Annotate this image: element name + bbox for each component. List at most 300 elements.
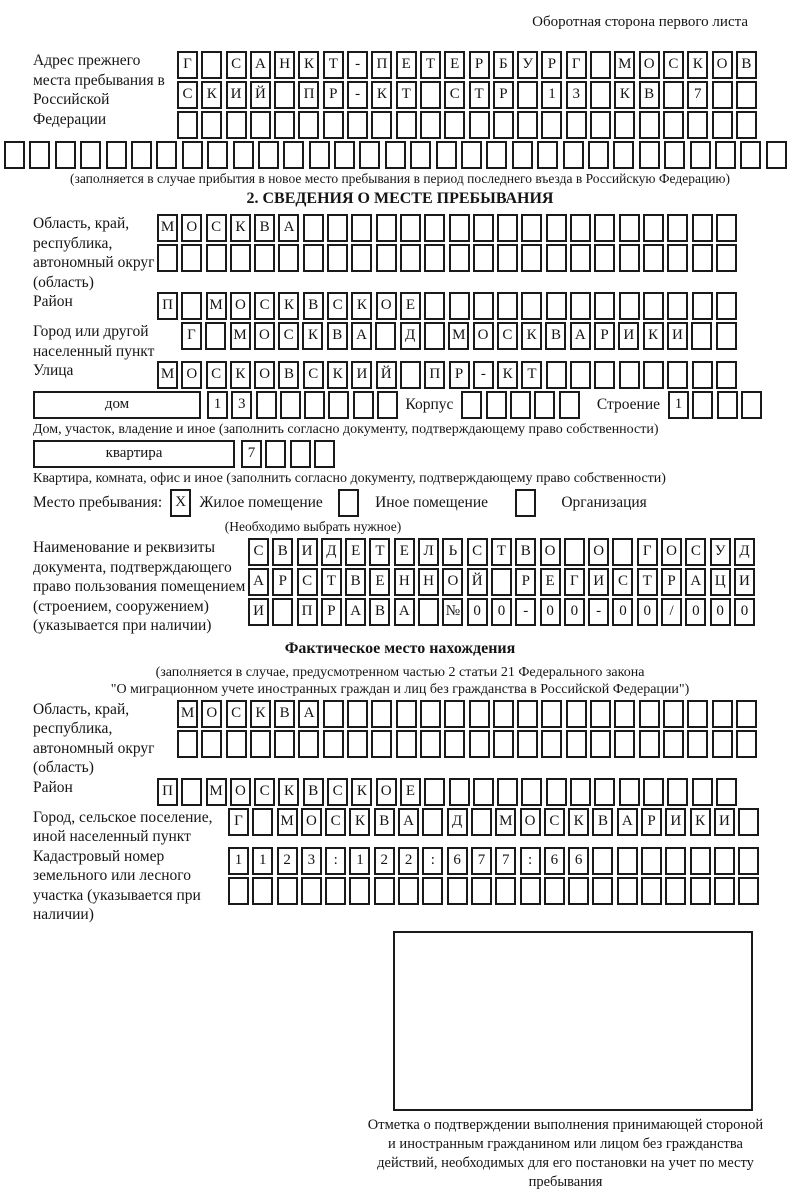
char-cell[interactable] <box>327 214 348 242</box>
char-cell[interactable] <box>712 81 733 109</box>
char-cell[interactable] <box>736 81 757 109</box>
char-cell[interactable] <box>641 877 662 905</box>
char-cell[interactable] <box>521 292 542 320</box>
char-cell[interactable] <box>377 391 398 419</box>
char-cell[interactable] <box>716 778 737 806</box>
char-cell[interactable] <box>444 111 465 139</box>
char-cell[interactable] <box>177 730 198 758</box>
char-cell[interactable]: К <box>201 81 222 109</box>
char-cell[interactable]: 0 <box>685 598 706 626</box>
char-cell[interactable] <box>256 391 277 419</box>
stay-type-checkbox-residential[interactable]: X <box>170 489 191 517</box>
char-cell[interactable]: С <box>226 51 247 79</box>
char-cell[interactable]: К <box>327 361 348 389</box>
char-cell[interactable] <box>541 730 562 758</box>
char-cell[interactable] <box>277 877 298 905</box>
char-cell[interactable] <box>639 700 660 728</box>
char-cell[interactable]: М <box>277 808 298 836</box>
char-cell[interactable] <box>741 391 762 419</box>
char-cell[interactable] <box>486 391 507 419</box>
char-cell[interactable] <box>517 81 538 109</box>
char-cell[interactable]: П <box>371 51 392 79</box>
char-cell[interactable]: Е <box>396 51 417 79</box>
char-cell[interactable]: С <box>206 361 227 389</box>
char-cell[interactable] <box>106 141 127 169</box>
char-cell[interactable]: Т <box>369 538 390 566</box>
char-cell[interactable]: С <box>325 808 346 836</box>
char-cell[interactable]: 7 <box>687 81 708 109</box>
char-cell[interactable] <box>643 361 664 389</box>
char-cell[interactable]: К <box>687 51 708 79</box>
char-cell[interactable] <box>228 877 249 905</box>
char-cell[interactable]: Р <box>323 81 344 109</box>
char-cell[interactable]: 0 <box>467 598 488 626</box>
char-cell[interactable] <box>667 214 688 242</box>
char-cell[interactable]: А <box>570 322 591 350</box>
char-cell[interactable]: Р <box>449 361 470 389</box>
char-cell[interactable] <box>738 847 759 875</box>
char-cell[interactable]: О <box>254 361 275 389</box>
char-cell[interactable]: Д <box>400 322 421 350</box>
char-cell[interactable]: / <box>661 598 682 626</box>
char-cell[interactable] <box>420 81 441 109</box>
char-cell[interactable] <box>594 244 615 272</box>
char-cell[interactable] <box>690 141 711 169</box>
char-cell[interactable]: А <box>345 598 366 626</box>
char-cell[interactable]: К <box>250 700 271 728</box>
char-cell[interactable] <box>469 700 490 728</box>
char-cell[interactable] <box>546 214 567 242</box>
char-cell[interactable] <box>298 730 319 758</box>
char-cell[interactable] <box>226 730 247 758</box>
char-cell[interactable] <box>663 81 684 109</box>
char-cell[interactable]: 3 <box>301 847 322 875</box>
char-cell[interactable] <box>80 141 101 169</box>
char-cell[interactable] <box>639 730 660 758</box>
char-cell[interactable] <box>131 141 152 169</box>
char-cell[interactable]: П <box>298 81 319 109</box>
char-cell[interactable] <box>667 292 688 320</box>
char-cell[interactable] <box>497 244 518 272</box>
char-cell[interactable]: - <box>515 598 536 626</box>
char-cell[interactable] <box>323 111 344 139</box>
char-cell[interactable] <box>182 141 203 169</box>
char-cell[interactable]: К <box>521 322 542 350</box>
char-cell[interactable] <box>486 141 507 169</box>
char-cell[interactable]: - <box>473 361 494 389</box>
char-cell[interactable] <box>517 730 538 758</box>
char-cell[interactable]: Р <box>469 51 490 79</box>
char-cell[interactable]: К <box>351 778 372 806</box>
char-cell[interactable] <box>473 244 494 272</box>
char-cell[interactable] <box>594 778 615 806</box>
char-cell[interactable] <box>471 877 492 905</box>
char-cell[interactable] <box>351 244 372 272</box>
char-cell[interactable]: Б <box>493 51 514 79</box>
char-cell[interactable] <box>715 141 736 169</box>
char-cell[interactable]: А <box>351 322 372 350</box>
char-cell[interactable] <box>617 877 638 905</box>
char-cell[interactable] <box>590 700 611 728</box>
char-cell[interactable] <box>436 141 457 169</box>
char-cell[interactable] <box>444 730 465 758</box>
char-cell[interactable]: С <box>685 538 706 566</box>
char-cell[interactable] <box>290 440 311 468</box>
char-cell[interactable]: Л <box>418 538 439 566</box>
char-cell[interactable]: П <box>157 292 178 320</box>
char-cell[interactable]: Т <box>637 568 658 596</box>
char-cell[interactable] <box>588 141 609 169</box>
char-cell[interactable] <box>714 847 735 875</box>
char-cell[interactable]: О <box>181 214 202 242</box>
char-cell[interactable] <box>570 361 591 389</box>
char-cell[interactable] <box>206 244 227 272</box>
char-cell[interactable]: Е <box>400 778 421 806</box>
char-cell[interactable] <box>250 730 271 758</box>
char-cell[interactable] <box>692 391 713 419</box>
char-cell[interactable]: 1 <box>252 847 273 875</box>
char-cell[interactable] <box>664 141 685 169</box>
char-cell[interactable]: Р <box>541 51 562 79</box>
char-cell[interactable] <box>473 778 494 806</box>
char-cell[interactable] <box>447 877 468 905</box>
char-cell[interactable] <box>493 730 514 758</box>
char-cell[interactable] <box>493 700 514 728</box>
char-cell[interactable] <box>736 700 757 728</box>
char-cell[interactable]: Р <box>515 568 536 596</box>
char-cell[interactable] <box>559 391 580 419</box>
char-cell[interactable]: : <box>520 847 541 875</box>
char-cell[interactable] <box>449 778 470 806</box>
char-cell[interactable] <box>639 141 660 169</box>
char-cell[interactable] <box>643 214 664 242</box>
char-cell[interactable]: М <box>177 700 198 728</box>
char-cell[interactable] <box>473 292 494 320</box>
char-cell[interactable]: Т <box>469 81 490 109</box>
char-cell[interactable]: 2 <box>398 847 419 875</box>
char-cell[interactable]: А <box>685 568 706 596</box>
char-cell[interactable]: С <box>177 81 198 109</box>
char-cell[interactable] <box>738 877 759 905</box>
char-cell[interactable] <box>663 111 684 139</box>
char-cell[interactable]: А <box>617 808 638 836</box>
char-cell[interactable]: С <box>254 778 275 806</box>
char-cell[interactable]: И <box>248 598 269 626</box>
char-cell[interactable] <box>663 700 684 728</box>
char-cell[interactable]: В <box>374 808 395 836</box>
char-cell[interactable]: О <box>520 808 541 836</box>
char-cell[interactable]: М <box>157 361 178 389</box>
char-cell[interactable]: 0 <box>710 598 731 626</box>
char-cell[interactable] <box>274 81 295 109</box>
char-cell[interactable]: О <box>230 292 251 320</box>
char-cell[interactable] <box>177 111 198 139</box>
char-cell[interactable]: 3 <box>566 81 587 109</box>
char-cell[interactable] <box>740 141 761 169</box>
char-cell[interactable] <box>278 244 299 272</box>
char-cell[interactable]: И <box>226 81 247 109</box>
char-cell[interactable] <box>491 568 512 596</box>
char-cell[interactable]: В <box>303 292 324 320</box>
char-cell[interactable] <box>309 141 330 169</box>
char-cell[interactable]: Р <box>272 568 293 596</box>
char-cell[interactable]: Д <box>734 538 755 566</box>
char-cell[interactable]: Д <box>321 538 342 566</box>
char-cell[interactable] <box>568 877 589 905</box>
char-cell[interactable]: И <box>714 808 735 836</box>
char-cell[interactable] <box>398 877 419 905</box>
char-cell[interactable] <box>157 244 178 272</box>
char-cell[interactable]: К <box>690 808 711 836</box>
char-cell[interactable] <box>181 292 202 320</box>
char-cell[interactable] <box>512 141 533 169</box>
char-cell[interactable] <box>592 847 613 875</box>
char-cell[interactable] <box>422 808 443 836</box>
char-cell[interactable] <box>420 111 441 139</box>
char-cell[interactable]: П <box>157 778 178 806</box>
char-cell[interactable]: Г <box>566 51 587 79</box>
char-cell[interactable] <box>570 778 591 806</box>
char-cell[interactable] <box>347 111 368 139</box>
char-cell[interactable] <box>156 141 177 169</box>
char-cell[interactable]: 1 <box>207 391 228 419</box>
char-cell[interactable] <box>325 877 346 905</box>
char-cell[interactable] <box>424 778 445 806</box>
char-cell[interactable] <box>449 244 470 272</box>
char-cell[interactable] <box>303 244 324 272</box>
char-cell[interactable] <box>252 877 273 905</box>
char-cell[interactable] <box>323 700 344 728</box>
char-cell[interactable] <box>546 244 567 272</box>
char-cell[interactable]: 6 <box>568 847 589 875</box>
char-cell[interactable] <box>274 111 295 139</box>
char-cell[interactable]: С <box>254 292 275 320</box>
char-cell[interactable] <box>258 141 279 169</box>
char-cell[interactable] <box>687 700 708 728</box>
char-cell[interactable]: - <box>347 51 368 79</box>
char-cell[interactable] <box>570 292 591 320</box>
char-cell[interactable]: Ь <box>442 538 463 566</box>
char-cell[interactable]: Н <box>418 568 439 596</box>
char-cell[interactable]: Д <box>447 808 468 836</box>
char-cell[interactable] <box>396 111 417 139</box>
char-cell[interactable] <box>510 391 531 419</box>
char-cell[interactable] <box>371 730 392 758</box>
char-cell[interactable] <box>347 730 368 758</box>
char-cell[interactable]: В <box>345 568 366 596</box>
char-cell[interactable] <box>716 292 737 320</box>
char-cell[interactable]: 7 <box>241 440 262 468</box>
char-cell[interactable] <box>376 214 397 242</box>
char-cell[interactable] <box>254 244 275 272</box>
char-cell[interactable] <box>351 214 372 242</box>
char-cell[interactable] <box>712 730 733 758</box>
char-cell[interactable] <box>201 51 222 79</box>
char-cell[interactable] <box>304 391 325 419</box>
char-cell[interactable]: К <box>371 81 392 109</box>
char-cell[interactable]: 7 <box>471 847 492 875</box>
char-cell[interactable]: И <box>297 538 318 566</box>
char-cell[interactable]: У <box>710 538 731 566</box>
char-cell[interactable]: И <box>618 322 639 350</box>
char-cell[interactable]: К <box>643 322 664 350</box>
char-cell[interactable]: 6 <box>544 847 565 875</box>
char-cell[interactable]: Н <box>274 51 295 79</box>
char-cell[interactable] <box>564 538 585 566</box>
char-cell[interactable]: : <box>325 847 346 875</box>
char-cell[interactable]: О <box>473 322 494 350</box>
char-cell[interactable] <box>612 538 633 566</box>
char-cell[interactable] <box>541 700 562 728</box>
char-cell[interactable] <box>376 244 397 272</box>
char-cell[interactable] <box>534 391 555 419</box>
char-cell[interactable] <box>614 730 635 758</box>
char-cell[interactable]: К <box>298 51 319 79</box>
char-cell[interactable]: К <box>230 214 251 242</box>
char-cell[interactable] <box>396 730 417 758</box>
char-cell[interactable] <box>692 214 713 242</box>
char-cell[interactable]: В <box>736 51 757 79</box>
char-cell[interactable] <box>449 292 470 320</box>
char-cell[interactable] <box>280 391 301 419</box>
char-cell[interactable]: К <box>497 361 518 389</box>
char-cell[interactable]: Р <box>661 568 682 596</box>
char-cell[interactable]: Т <box>321 568 342 596</box>
char-cell[interactable]: В <box>278 361 299 389</box>
char-cell[interactable]: К <box>230 361 251 389</box>
char-cell[interactable]: К <box>278 292 299 320</box>
char-cell[interactable] <box>461 391 482 419</box>
char-cell[interactable] <box>643 244 664 272</box>
char-cell[interactable]: В <box>639 81 660 109</box>
char-cell[interactable] <box>272 598 293 626</box>
char-cell[interactable] <box>497 778 518 806</box>
char-cell[interactable] <box>667 244 688 272</box>
char-cell[interactable] <box>400 214 421 242</box>
char-cell[interactable] <box>687 730 708 758</box>
char-cell[interactable] <box>570 214 591 242</box>
char-cell[interactable] <box>424 244 445 272</box>
char-cell[interactable]: Е <box>394 538 415 566</box>
char-cell[interactable]: К <box>278 778 299 806</box>
char-cell[interactable]: Р <box>321 598 342 626</box>
char-cell[interactable]: С <box>327 292 348 320</box>
char-cell[interactable] <box>590 111 611 139</box>
char-cell[interactable]: Е <box>444 51 465 79</box>
char-cell[interactable] <box>619 244 640 272</box>
char-cell[interactable] <box>201 111 222 139</box>
char-cell[interactable] <box>283 141 304 169</box>
char-cell[interactable] <box>619 361 640 389</box>
char-cell[interactable] <box>592 877 613 905</box>
char-cell[interactable]: М <box>614 51 635 79</box>
char-cell[interactable] <box>469 111 490 139</box>
char-cell[interactable] <box>712 700 733 728</box>
char-cell[interactable] <box>359 141 380 169</box>
char-cell[interactable]: О <box>661 538 682 566</box>
char-cell[interactable] <box>201 730 222 758</box>
char-cell[interactable]: С <box>544 808 565 836</box>
char-cell[interactable] <box>766 141 787 169</box>
char-cell[interactable]: С <box>497 322 518 350</box>
stay-type-checkbox-organization[interactable] <box>515 489 536 517</box>
char-cell[interactable]: В <box>303 778 324 806</box>
char-cell[interactable]: К <box>302 322 323 350</box>
char-cell[interactable]: К <box>568 808 589 836</box>
char-cell[interactable] <box>521 778 542 806</box>
char-cell[interactable]: В <box>274 700 295 728</box>
char-cell[interactable] <box>667 778 688 806</box>
char-cell[interactable] <box>541 111 562 139</box>
char-cell[interactable] <box>690 877 711 905</box>
char-cell[interactable] <box>691 322 712 350</box>
char-cell[interactable]: А <box>394 598 415 626</box>
char-cell[interactable]: П <box>297 598 318 626</box>
char-cell[interactable]: И <box>351 361 372 389</box>
char-cell[interactable]: Е <box>345 538 366 566</box>
char-cell[interactable]: А <box>278 214 299 242</box>
char-cell[interactable] <box>471 808 492 836</box>
char-cell[interactable] <box>400 244 421 272</box>
char-cell[interactable] <box>714 877 735 905</box>
char-cell[interactable]: Й <box>376 361 397 389</box>
char-cell[interactable]: О <box>301 808 322 836</box>
char-cell[interactable]: С <box>226 700 247 728</box>
char-cell[interactable] <box>233 141 254 169</box>
char-cell[interactable]: М <box>157 214 178 242</box>
char-cell[interactable]: О <box>201 700 222 728</box>
char-cell[interactable] <box>371 700 392 728</box>
char-cell[interactable]: М <box>206 292 227 320</box>
char-cell[interactable]: С <box>278 322 299 350</box>
char-cell[interactable] <box>374 877 395 905</box>
char-cell[interactable] <box>385 141 406 169</box>
char-cell[interactable]: Н <box>394 568 415 596</box>
char-cell[interactable]: С <box>612 568 633 596</box>
char-cell[interactable]: В <box>545 322 566 350</box>
char-cell[interactable]: С <box>444 81 465 109</box>
char-cell[interactable]: Р <box>594 322 615 350</box>
char-cell[interactable]: О <box>230 778 251 806</box>
char-cell[interactable]: В <box>515 538 536 566</box>
char-cell[interactable]: Й <box>467 568 488 596</box>
char-cell[interactable] <box>521 244 542 272</box>
char-cell[interactable]: М <box>206 778 227 806</box>
char-cell[interactable] <box>4 141 25 169</box>
char-cell[interactable] <box>314 440 335 468</box>
char-cell[interactable]: Р <box>641 808 662 836</box>
char-cell[interactable] <box>590 81 611 109</box>
char-cell[interactable] <box>420 700 441 728</box>
char-cell[interactable]: К <box>349 808 370 836</box>
char-cell[interactable] <box>570 244 591 272</box>
char-cell[interactable] <box>692 778 713 806</box>
char-cell[interactable] <box>692 244 713 272</box>
char-cell[interactable]: О <box>442 568 463 596</box>
char-cell[interactable] <box>712 111 733 139</box>
char-cell[interactable] <box>665 877 686 905</box>
char-cell[interactable]: В <box>272 538 293 566</box>
char-cell[interactable] <box>521 214 542 242</box>
char-cell[interactable] <box>619 778 640 806</box>
char-cell[interactable] <box>614 111 635 139</box>
char-cell[interactable] <box>667 361 688 389</box>
char-cell[interactable] <box>493 111 514 139</box>
char-cell[interactable]: Е <box>400 292 421 320</box>
char-cell[interactable] <box>230 244 251 272</box>
char-cell[interactable] <box>495 877 516 905</box>
char-cell[interactable]: Й <box>250 81 271 109</box>
